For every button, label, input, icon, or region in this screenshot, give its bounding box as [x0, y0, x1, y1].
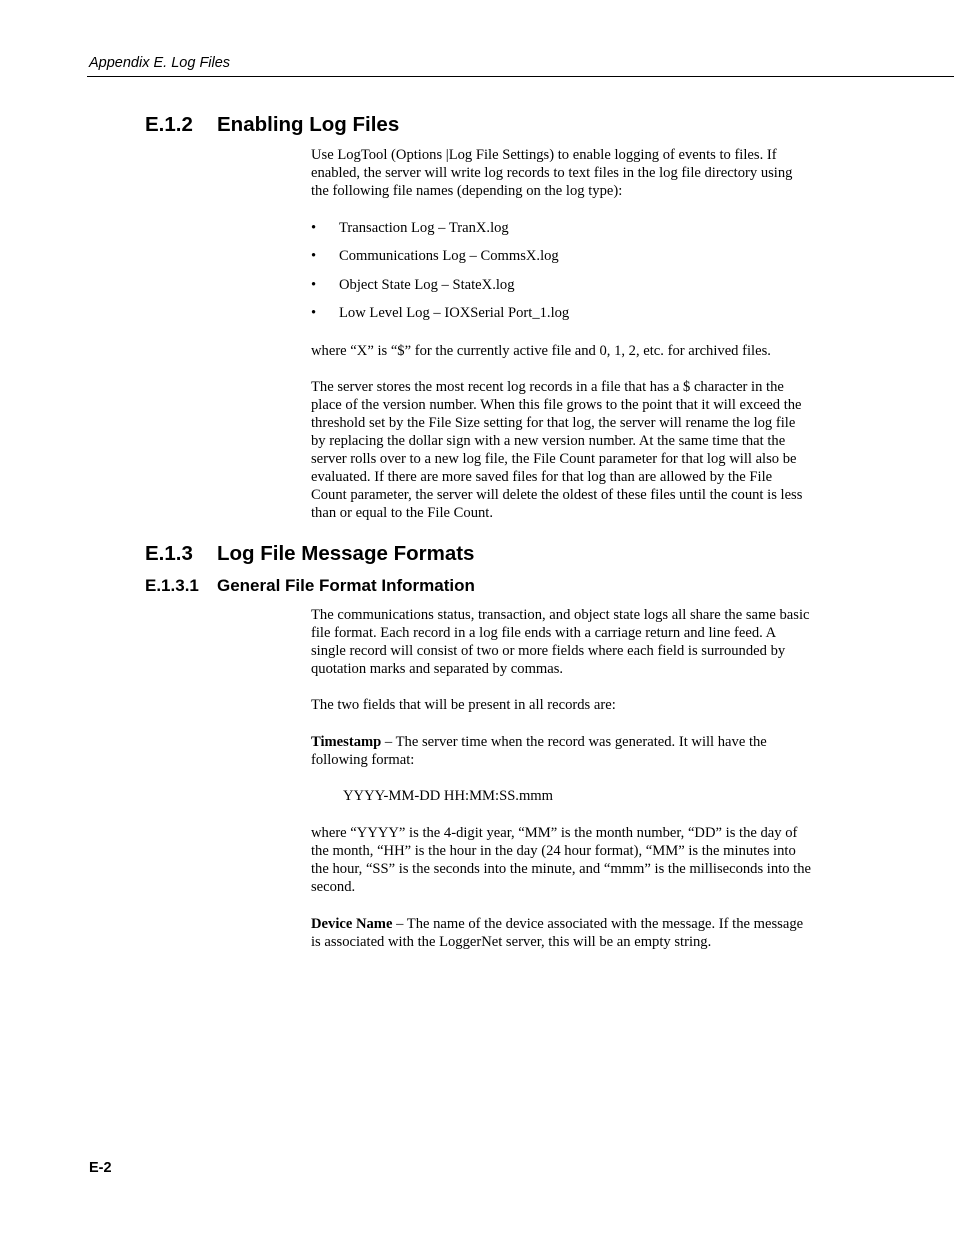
- running-header: Appendix E. Log Files: [89, 55, 231, 71]
- section-number: E.1.3.1: [145, 576, 199, 595]
- section-number: E.1.3: [145, 542, 193, 565]
- timestamp-description: – The server time when the record was generated. It will have the following format:: [311, 734, 767, 768]
- list-item: [311, 219, 811, 247]
- storage-paragraph: The server stores the most recent log records in a file that has a $ character in the place of the version number. When this file grows to the point that it will exceed the threshold set by the File Size setting for that log, the server will rename the log file by replacing the dollar sign with a new version number. At the same time that the server rolls over to a new log file, the File Count parameter for that log will also be evaluated. If there are more saved files for that log than are allowed by the File Count parameter, the server will delete the oldest of these files until the count is less than or equal to the File Count.: [311, 379, 803, 521]
- bullet-icon: •: [311, 248, 317, 265]
- list-item-text: Communications Log – CommsX.log: [339, 248, 559, 265]
- timestamp-format: YYYY-MM-DD HH:MM:SS.mmm: [343, 788, 554, 804]
- device-name-paragraph: [311, 915, 811, 951]
- list-item: [311, 276, 811, 304]
- section-title: Log File Message Formats: [217, 542, 475, 565]
- list-item-text: Low Level Log – IOXSerial Port_1.log: [339, 304, 570, 321]
- list-item-text: Object State Log – StateX.log: [339, 276, 515, 293]
- section-number: E.1.2: [145, 113, 193, 136]
- bullet-icon: •: [311, 304, 317, 321]
- fields-intro-paragraph: The two fields that will be present in all records are:: [311, 697, 616, 713]
- section-heading-e13: [145, 542, 474, 566]
- format-explanation-paragraph: where “YYYY” is the 4-digit year, “MM” is the month number, “DD” is the day of the month, “HH” is the hour in the day (24 hour format), “MM” is the minutes into the hour, “SS” is the seconds into the minute, and “mmm” is the milliseconds into the second.: [311, 825, 811, 895]
- device-name-term: Device Name: [311, 916, 393, 932]
- section-title: Enabling Log Files: [217, 113, 400, 136]
- bullet-icon: •: [311, 220, 317, 236]
- section-heading-e131: [145, 576, 475, 596]
- timestamp-term: Timestamp: [311, 734, 382, 750]
- intro-paragraph: Use LogTool (Options |Log File Settings) to enable logging of events to files. If enabled, the server will write log records to text files in the log file directory using the following file names (depending on the log type):: [311, 147, 793, 199]
- timestamp-paragraph: [311, 733, 811, 769]
- section-title: General File Format Information: [217, 576, 475, 595]
- list-item: [311, 247, 811, 275]
- device-name-description: – The name of the device associated with the message. If the message is associated with the LoggerNet server, this will be an empty string.: [311, 916, 804, 950]
- header-rule: [87, 76, 954, 77]
- log-file-list: [311, 219, 811, 332]
- page-number: E-2: [89, 1160, 112, 1176]
- where-x-paragraph: where “X” is “$” for the currently active file and 0, 1, 2, etc. for archived files.: [311, 343, 771, 359]
- list-item: [311, 304, 811, 332]
- bullet-icon: •: [311, 276, 317, 293]
- format-paragraph: The communications status, transaction, and object state logs all share the same basic file format. Each record in a log file ends with a carriage return and line feed. A single record will consist of two or more fields where each field is surrounded by quotation marks and separated by commas.: [311, 607, 810, 677]
- list-item-text: Transaction Log – TranX.log: [339, 220, 509, 236]
- section-heading-e12: [145, 113, 399, 137]
